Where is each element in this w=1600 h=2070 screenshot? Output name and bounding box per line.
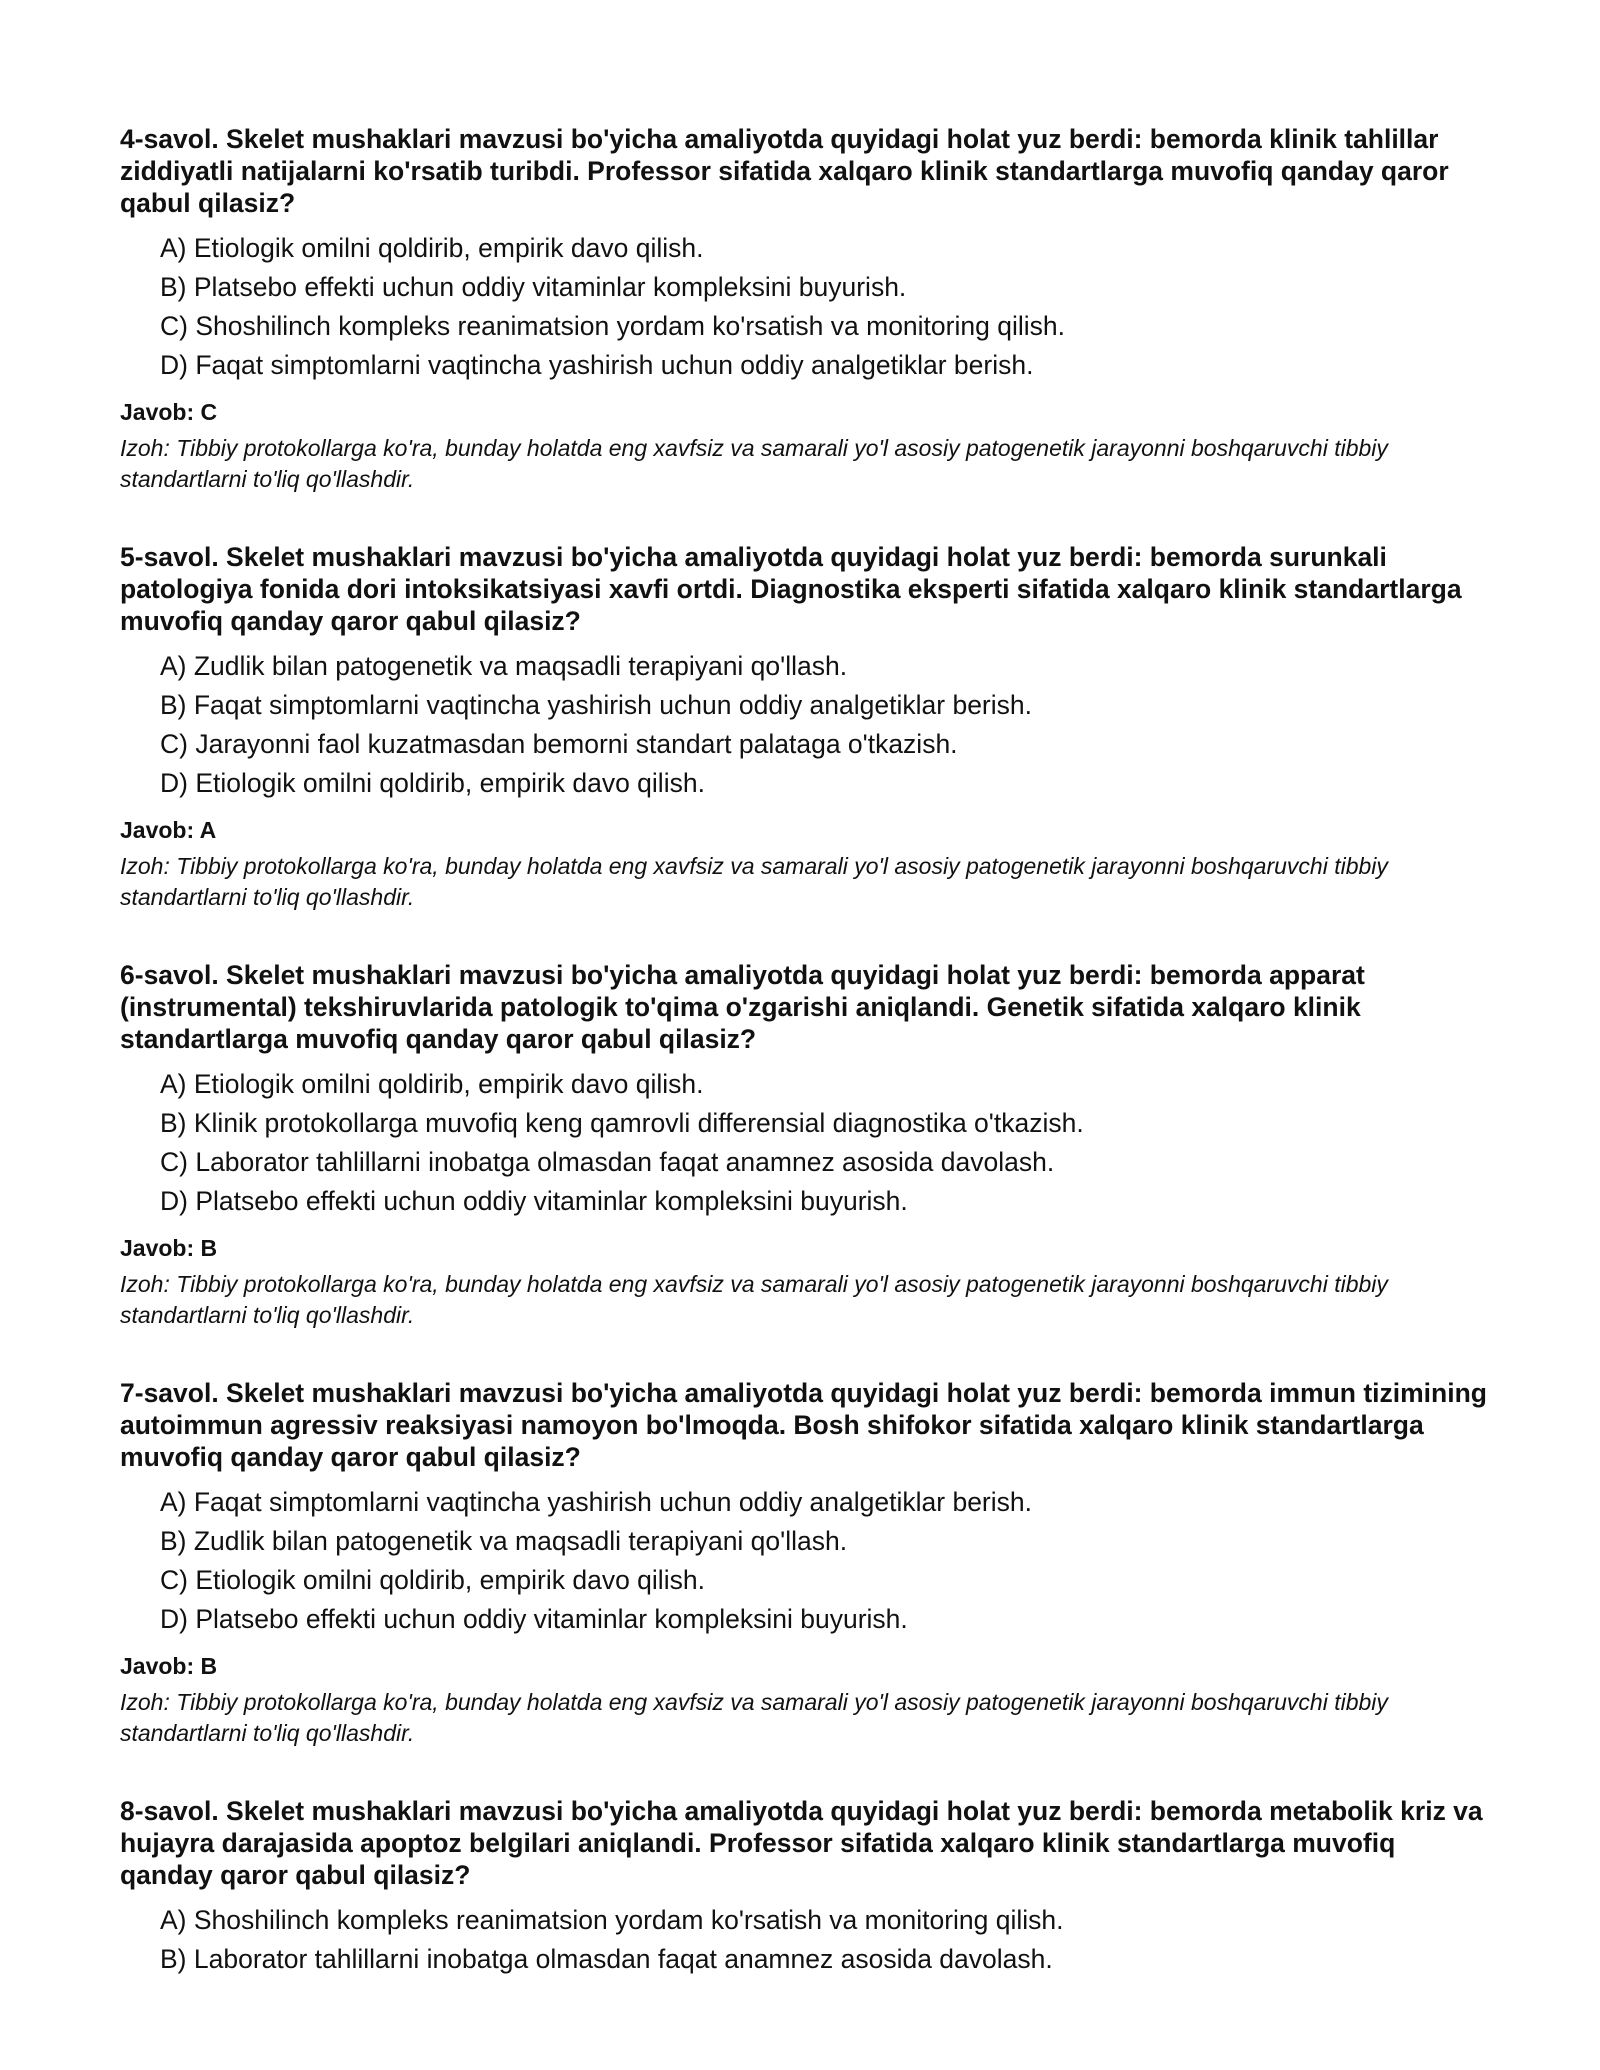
option-d: D) Faqat simptomlarni vaqtincha yashirish uchun oddiy analgetiklar berish. [160,350,1034,380]
option-c: C) Laborator tahlillarni inobatga olmasdan faqat anamnez asosida davolash. [160,1147,1055,1177]
option-b: B) Laborator tahlillarni inobatga olmasdan faqat anamnez asosida davolash. [160,1944,1053,1974]
question-title: 4-savol. Skelet mushaklari mavzusi bo'yicha amaliyotda quyidagi holat yuz berdi: bemorda klinik tahlillar ziddiyatli natijalarni ko'rsatib turibdi. Professor sifatida xalqaro klinik standartlarga muvofiq qanday qaror qabul qilasiz? [120,124,1449,218]
question-title: 8-savol. Skelet mushaklari mavzusi bo'yicha amaliyotda quyidagi holat yuz berdi: bemorda metabolik kriz va hujayra darajasida apoptoz belgilari aniqlandi. Professor sifatida xalqaro klinik standartlarga muvofiq qanday qaror qabul qilasiz? [120,1796,1483,1890]
option-a: A) Faqat simptomlarni vaqtincha yashirish uchun oddiy analgetiklar berish. [160,1487,1032,1517]
question-title: 5-savol. Skelet mushaklari mavzusi bo'yicha amaliyotda quyidagi holat yuz berdi: bemorda surunkali patologiya fonida dori intoksikatsiyasi xavfi ortdi. Diagnostika eksperti sifatida xalqaro klinik standartlarga muvofiq qanday qaror qabul qilasiz? [120,542,1462,636]
explanation-text: Izoh: Tibbiy protokollarga ko'ra, bunday holatda eng xavfsiz va samarali yo'l asosiy patogenetik jarayonni boshqaruvchi tibbiy standartlarni to'liq qo'llashdir. [120,435,1388,492]
option-list [120,1483,1490,1639]
option-d: D) Platsebo effekti uchun oddiy vitaminlar kompleksini buyurish. [160,1604,908,1634]
option-list [120,647,1490,803]
question-6 [120,959,1490,1331]
option-a: A) Etiologik omilni qoldirib, empirik davo qilish. [160,1069,704,1099]
option-c: C) Etiologik omilni qoldirib, empirik davo qilish. [160,1565,705,1595]
answer-label: Javob: B [120,1235,218,1261]
document-page [120,123,1490,2025]
explanation-text: Izoh: Tibbiy protokollarga ko'ra, bunday holatda eng xavfsiz va samarali yo'l asosiy patogenetik jarayonni boshqaruvchi tibbiy standartlarni to'liq qo'llashdir. [120,853,1388,910]
question-title: 7-savol. Skelet mushaklari mavzusi bo'yicha amaliyotda quyidagi holat yuz berdi: bemorda immun tizimining autoimmun agressiv reaksiyasi namoyon bo'lmoqda. Bosh shifokor sifatida xalqaro klinik standartlarga muvofiq qanday qaror qabul qilasiz? [120,1378,1487,1472]
option-a: A) Zudlik bilan patogenetik va maqsadli terapiyani qo'llash. [160,651,848,681]
option-d: D) Etiologik omilni qoldirib, empirik davo qilish. [160,768,705,798]
question-8 [120,1795,1490,1979]
option-d: D) Platsebo effekti uchun oddiy vitaminlar kompleksini buyurish. [160,1186,908,1216]
question-5 [120,541,1490,913]
option-a: A) Etiologik omilni qoldirib, empirik davo qilish. [160,233,704,263]
option-b: B) Klinik protokollarga muvofiq keng qamrovli differensial diagnostika o'tkazish. [160,1108,1084,1138]
option-b: B) Zudlik bilan patogenetik va maqsadli terapiyani qo'llash. [160,1526,848,1556]
option-list [120,1065,1490,1221]
answer-label: Javob: B [120,1653,218,1679]
question-7 [120,1377,1490,1749]
option-c: C) Jarayonni faol kuzatmasdan bemorni standart palataga o'tkazish. [160,729,958,759]
option-b: B) Platsebo effekti uchun oddiy vitaminlar kompleksini buyurish. [160,272,907,302]
option-b: B) Faqat simptomlarni vaqtincha yashirish uchun oddiy analgetiklar berish. [160,690,1032,720]
option-list [120,229,1490,385]
answer-label: Javob: A [120,817,217,843]
question-4 [120,123,1490,495]
option-a: A) Shoshilinch kompleks reanimatsion yordam ko'rsatish va monitoring qilish. [160,1905,1064,1935]
explanation-text: Izoh: Tibbiy protokollarga ko'ra, bunday holatda eng xavfsiz va samarali yo'l asosiy patogenetik jarayonni boshqaruvchi tibbiy standartlarni to'liq qo'llashdir. [120,1689,1388,1746]
option-c: C) Shoshilinch kompleks reanimatsion yordam ko'rsatish va monitoring qilish. [160,311,1065,341]
option-list [120,1901,1490,1979]
explanation-text: Izoh: Tibbiy protokollarga ko'ra, bunday holatda eng xavfsiz va samarali yo'l asosiy patogenetik jarayonni boshqaruvchi tibbiy standartlarni to'liq qo'llashdir. [120,1271,1388,1328]
answer-label: Javob: C [120,399,218,425]
question-title: 6-savol. Skelet mushaklari mavzusi bo'yicha amaliyotda quyidagi holat yuz berdi: bemorda apparat (instrumental) tekshiruvlarida patologik to'qima o'zgarishi aniqlandi. Genetik sifatida xalqaro klinik standartlarga muvofiq qanday qaror qabul qilasiz? [120,960,1365,1054]
